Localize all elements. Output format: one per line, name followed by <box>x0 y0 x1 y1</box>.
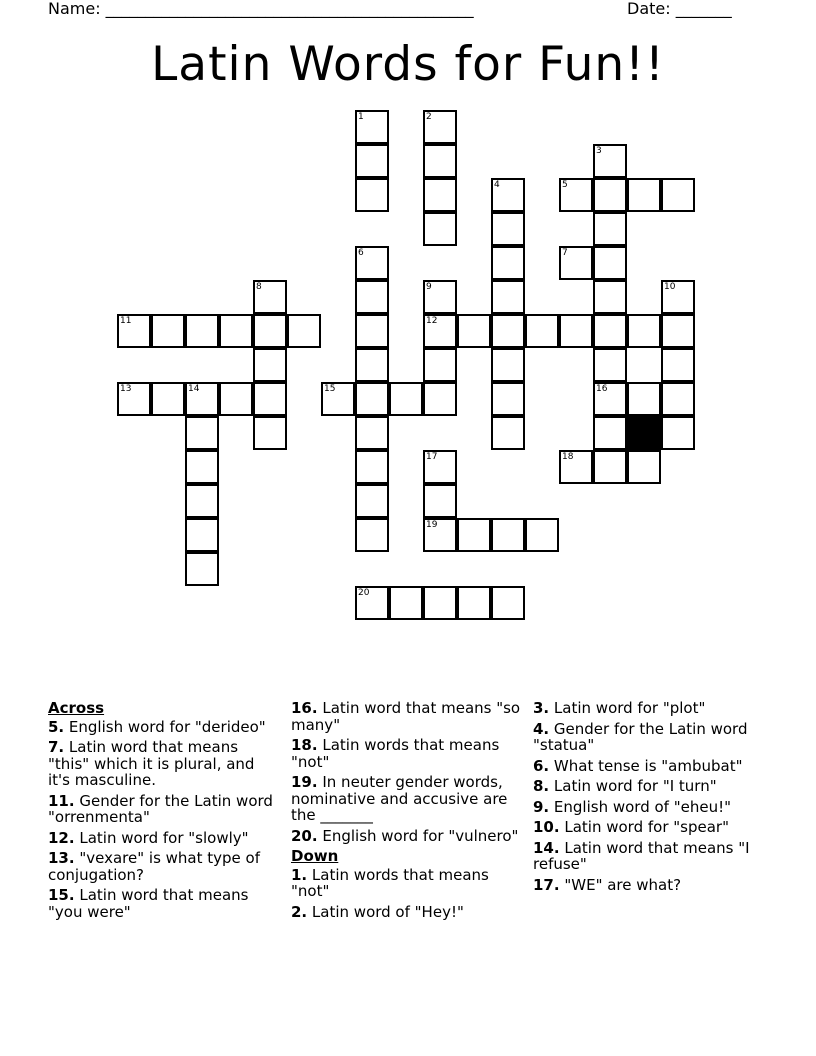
grid-cell[interactable] <box>185 450 219 484</box>
down-clue: 1. Latin words that means "not" <box>291 865 489 900</box>
grid-cell[interactable] <box>491 348 525 382</box>
grid-cell[interactable] <box>457 314 491 348</box>
clue-number: 6 <box>358 248 364 258</box>
grid-cell[interactable] <box>151 314 185 348</box>
grid-cell[interactable] <box>117 382 151 416</box>
grid-cell[interactable] <box>491 586 525 620</box>
grid-cell[interactable] <box>423 110 457 144</box>
grid-cell[interactable] <box>593 280 627 314</box>
puzzle-title: Latin Words for Fun!! <box>151 37 665 92</box>
grid-cell[interactable] <box>151 382 185 416</box>
grid-cell[interactable] <box>593 246 627 280</box>
across-clue: 12. Latin word for "slowly" <box>48 828 249 847</box>
grid-cell[interactable] <box>185 518 219 552</box>
grid-cell[interactable] <box>423 212 457 246</box>
grid-cell[interactable] <box>593 314 627 348</box>
grid-cell[interactable] <box>355 382 389 416</box>
clue-number: 5 <box>562 180 568 190</box>
grid-cell[interactable] <box>491 246 525 280</box>
clue-number: 13 <box>120 384 132 394</box>
grid-cell[interactable] <box>627 450 661 484</box>
clue-number: 14 <box>188 384 200 394</box>
across-clue: 7. Latin word that means "this" which it is plural, and it's masculine. <box>48 738 255 789</box>
clue-number: 2 <box>426 112 432 122</box>
grid-cell[interactable] <box>185 552 219 586</box>
grid-cell[interactable] <box>355 110 389 144</box>
grid-cell[interactable] <box>661 280 695 314</box>
grid-cell[interactable] <box>491 212 525 246</box>
grid-cell[interactable] <box>185 416 219 450</box>
grid-cell[interactable] <box>321 382 355 416</box>
across-clue: 18. Latin words that means "not" <box>291 736 500 771</box>
name-field[interactable]: Name: ______________________________________________ <box>48 0 474 18</box>
grid-cell[interactable] <box>355 246 389 280</box>
grid-cell[interactable] <box>491 382 525 416</box>
clue-number: 18 <box>562 452 574 462</box>
grid-cell[interactable] <box>185 314 219 348</box>
grid-cell[interactable] <box>661 178 695 212</box>
grid-cell[interactable] <box>491 280 525 314</box>
clue-number: 20 <box>358 588 370 598</box>
grid-cell[interactable] <box>253 348 287 382</box>
across-heading: Across <box>48 699 105 717</box>
down-clue: 10. Latin word for "spear" <box>533 818 729 836</box>
grid-cell[interactable] <box>593 382 627 416</box>
down-clue: 14. Latin word that means "I refuse" <box>533 838 750 873</box>
grid-cell[interactable] <box>389 382 423 416</box>
grid-cell[interactable] <box>253 416 287 450</box>
grid-cell[interactable] <box>253 382 287 416</box>
clue-column-1 <box>48 700 280 924</box>
grid-cell[interactable] <box>355 314 389 348</box>
grid-cell[interactable] <box>457 518 491 552</box>
across-clue: 11. Gender for the Latin word "orrenmenta" <box>48 791 273 826</box>
grid-cell[interactable] <box>559 178 593 212</box>
grid-cell[interactable] <box>423 178 457 212</box>
grid-cell[interactable] <box>423 144 457 178</box>
clue-number: 8 <box>256 282 262 292</box>
clue-number: 9 <box>426 282 432 292</box>
grid-cell[interactable] <box>491 518 525 552</box>
down-heading: Down <box>291 847 339 865</box>
clue-number: 19 <box>426 520 438 530</box>
clue-number: 16 <box>596 384 608 394</box>
down-clue: 8. Latin word for "I turn" <box>533 777 717 795</box>
grid-cell[interactable] <box>253 280 287 314</box>
grid-cell[interactable] <box>355 586 389 620</box>
grid-cell[interactable] <box>661 314 695 348</box>
grid-cell[interactable] <box>593 348 627 382</box>
grid-cell[interactable] <box>355 416 389 450</box>
grid-cell[interactable] <box>253 314 287 348</box>
grid-cell[interactable] <box>627 314 661 348</box>
across-clue: 20. English word for "vulnero" <box>291 826 519 845</box>
grid-cell[interactable] <box>219 382 253 416</box>
grid-cell[interactable] <box>457 586 491 620</box>
grid-cell[interactable] <box>423 314 457 348</box>
grid-cell[interactable] <box>389 586 423 620</box>
grid-cell[interactable] <box>661 382 695 416</box>
grid-cell[interactable] <box>525 518 559 552</box>
grid-cell[interactable] <box>219 314 253 348</box>
down-clue: 9. English word of "eheu!" <box>533 797 731 816</box>
clue-column-3 <box>533 700 765 897</box>
grid-cell[interactable] <box>355 178 389 212</box>
clue-number: 3 <box>596 146 602 156</box>
across-clue: 15. Latin word that means "you were" <box>48 886 249 921</box>
grid-cell[interactable] <box>355 484 389 518</box>
across-clue: 13. "vexare" is what type of conjugation? <box>48 849 261 884</box>
across-clue: 19. In neuter gender words, nominative and accusive are the _______ <box>291 773 508 824</box>
grid-cell[interactable] <box>661 348 695 382</box>
clue-number: 17 <box>426 452 438 462</box>
grid-cell[interactable] <box>355 518 389 552</box>
grid-cell[interactable] <box>593 144 627 178</box>
grid-cell[interactable] <box>423 348 457 382</box>
grid-cell[interactable] <box>355 144 389 178</box>
grid-cell[interactable] <box>185 382 219 416</box>
grid-cell[interactable] <box>355 450 389 484</box>
across-clue: 16. Latin word that means "so many" <box>291 699 521 734</box>
grid-cell[interactable] <box>593 416 627 450</box>
down-clue: 6. What tense is "ambubat" <box>533 756 743 775</box>
grid-cell[interactable] <box>491 416 525 450</box>
grid-cell[interactable] <box>491 314 525 348</box>
grid-cell[interactable] <box>559 246 593 280</box>
down-clue: 3. Latin word for "plot" <box>533 699 706 717</box>
grid-cell[interactable] <box>423 518 457 552</box>
grid-cell[interactable] <box>355 280 389 314</box>
grid-cell[interactable] <box>423 484 457 518</box>
down-clue: 17. "WE" are what? <box>533 875 682 894</box>
clue-number: 1 <box>358 112 364 122</box>
grid-cell[interactable] <box>117 314 151 348</box>
clue-number: 11 <box>120 316 132 326</box>
down-clue: 2. Latin word of "Hey!" <box>291 902 464 921</box>
grid-cell[interactable] <box>423 280 457 314</box>
grid-cell[interactable] <box>287 314 321 348</box>
grid-cell[interactable] <box>491 178 525 212</box>
grid-cell[interactable] <box>525 314 559 348</box>
down-clue: 4. Gender for the Latin word "statua" <box>533 719 748 754</box>
across-clue: 5. English word for "derideo" <box>48 717 266 736</box>
clue-number: 15 <box>324 384 336 394</box>
grid-cell[interactable] <box>423 450 457 484</box>
grid-cell[interactable] <box>423 586 457 620</box>
grid-cell[interactable] <box>559 450 593 484</box>
grid-cell[interactable] <box>627 178 661 212</box>
grid-cell[interactable] <box>185 484 219 518</box>
clue-number: 7 <box>562 248 568 258</box>
date-field[interactable]: Date: _______ <box>627 0 732 18</box>
grid-cell[interactable] <box>593 178 627 212</box>
clue-number: 10 <box>664 282 676 292</box>
blocked-cell <box>627 416 661 450</box>
grid-cell[interactable] <box>627 382 661 416</box>
grid-cell[interactable] <box>661 416 695 450</box>
clue-number: 4 <box>494 180 500 190</box>
grid-cell[interactable] <box>355 348 389 382</box>
grid-cell[interactable] <box>423 382 457 416</box>
grid-cell[interactable] <box>593 212 627 246</box>
clue-number: 12 <box>426 316 438 326</box>
grid-cell[interactable] <box>559 314 593 348</box>
clue-column-2 <box>291 700 523 924</box>
grid-cell[interactable] <box>593 450 627 484</box>
